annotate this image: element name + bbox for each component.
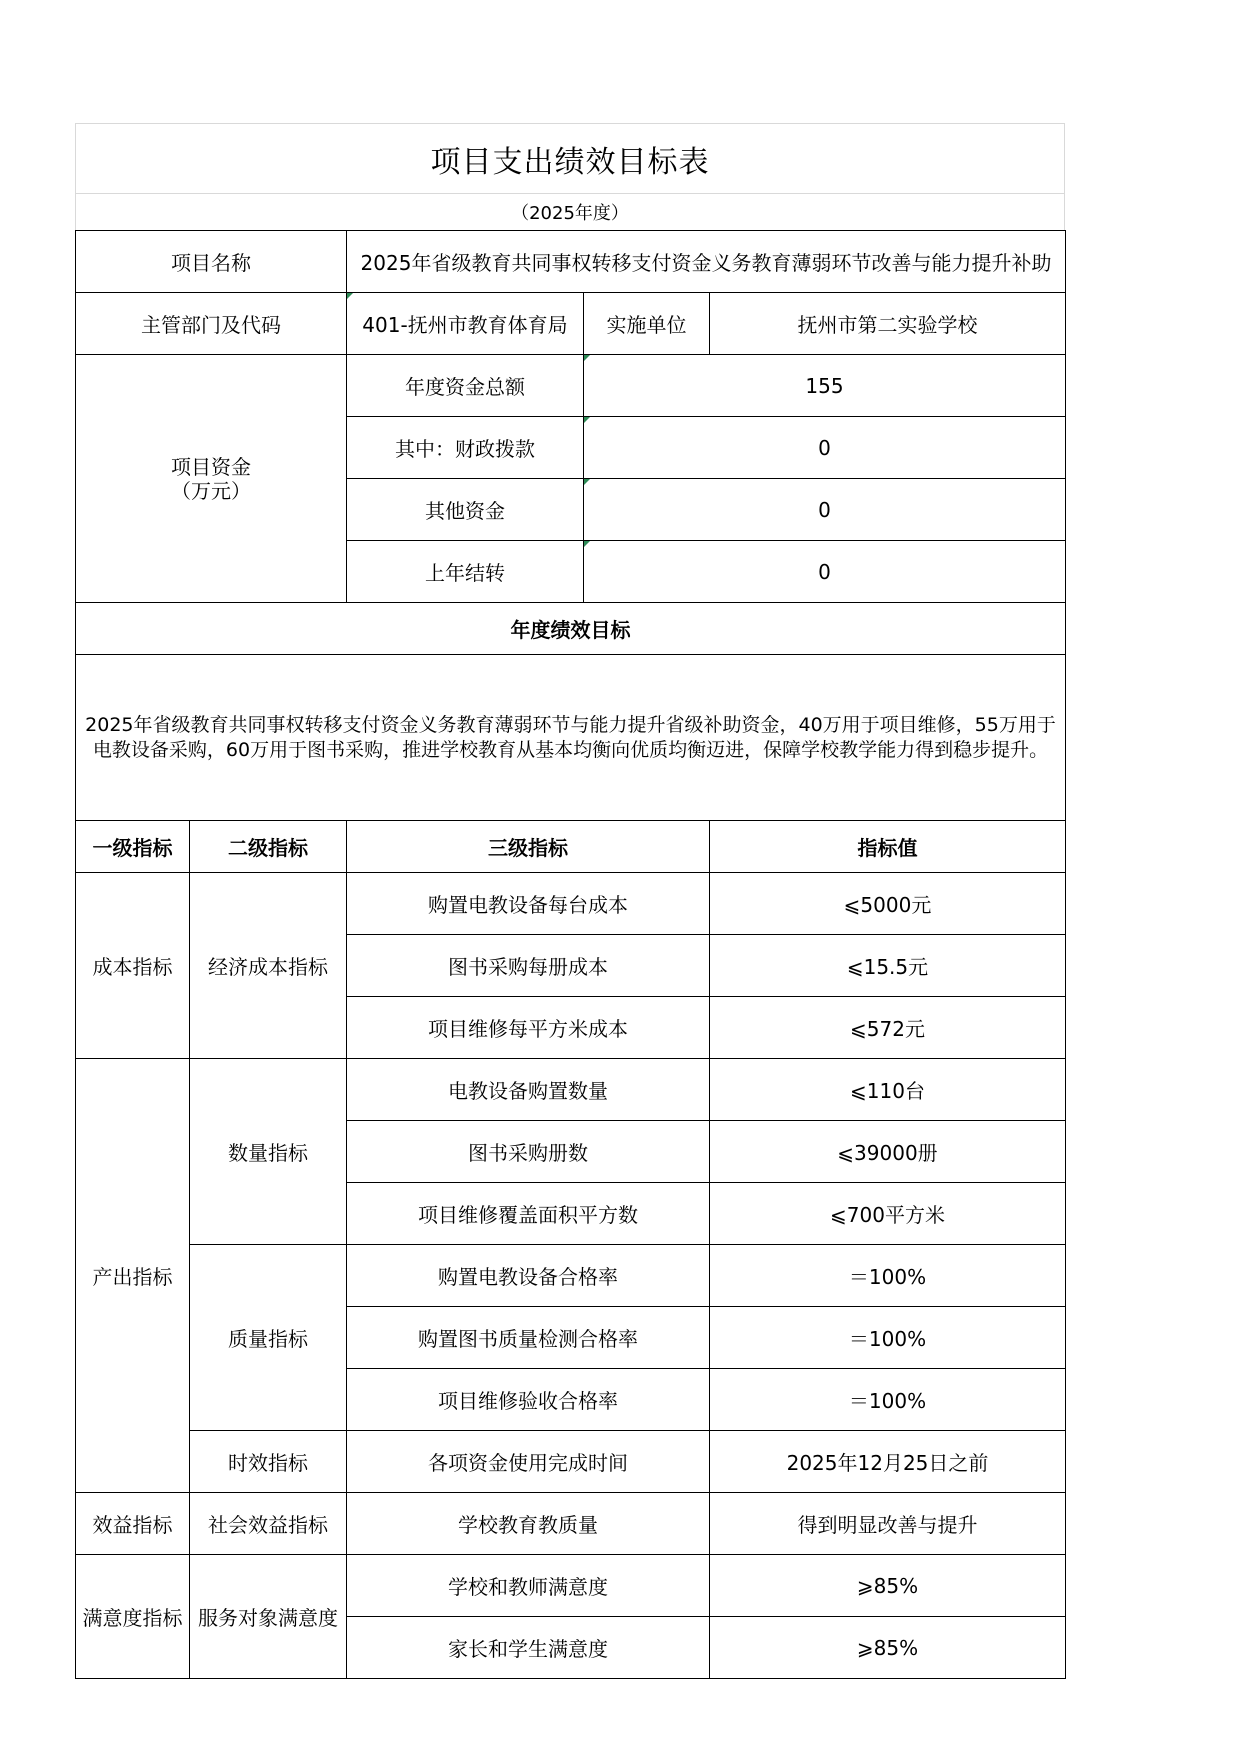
- indicator-header-row: [76, 821, 1066, 873]
- header-level1: 一级指标: [76, 821, 190, 873]
- sheet-year: （2025年度）: [75, 193, 1065, 230]
- table-row: [76, 873, 1066, 935]
- table-row: [76, 1245, 1066, 1307]
- level1-output: 产出指标: [76, 1059, 190, 1493]
- project-name-label: 项目名称: [76, 231, 347, 293]
- indicator-name: 图书采购每册成本: [347, 935, 710, 997]
- indicator-value: 得到明显改善与提升: [710, 1493, 1066, 1555]
- header-level3: 三级指标: [347, 821, 710, 873]
- indicator-value: ＝100%: [710, 1245, 1066, 1307]
- indicator-name: 图书采购册数: [347, 1121, 710, 1183]
- level1-benefit: 效益指标: [76, 1493, 190, 1555]
- fund-label: 年度资金总额: [347, 355, 584, 417]
- dept-value: 401-抚州市教育体育局: [347, 293, 584, 355]
- level1-satisfaction: 满意度指标: [76, 1555, 190, 1679]
- indicator-name: 购置电教设备合格率: [347, 1245, 710, 1307]
- level2-economic-cost: 经济成本指标: [190, 873, 347, 1059]
- indicator-name: 项目维修验收合格率: [347, 1369, 710, 1431]
- unit-label: 实施单位: [584, 293, 710, 355]
- fund-label: 其中：财政拨款: [347, 417, 584, 479]
- indicator-value: ⩽39000册: [710, 1121, 1066, 1183]
- indicator-name: 购置图书质量检测合格率: [347, 1307, 710, 1369]
- level1-cost: 成本指标: [76, 873, 190, 1059]
- level2-service-satisfaction: 服务对象满意度: [190, 1555, 347, 1679]
- indicator-name: 学校教育教质量: [347, 1493, 710, 1555]
- performance-table: [75, 230, 1066, 1679]
- indicator-value: ⩽110台: [710, 1059, 1066, 1121]
- header-value: 指标值: [710, 821, 1066, 873]
- fund-value: 0: [584, 541, 1066, 603]
- indicator-name: 学校和教师满意度: [347, 1555, 710, 1617]
- table-row: [76, 1555, 1066, 1617]
- table-row: [76, 1493, 1066, 1555]
- indicator-name: 购置电教设备每台成本: [347, 873, 710, 935]
- fund-label: 上年结转: [347, 541, 584, 603]
- fund-value: 155: [584, 355, 1066, 417]
- level2-quality: 质量指标: [190, 1245, 347, 1431]
- indicator-value: ⩾85%: [710, 1617, 1066, 1679]
- dept-row: [76, 293, 1066, 355]
- indicator-value: ＝100%: [710, 1307, 1066, 1369]
- performance-target-sheet: [75, 123, 1065, 1679]
- indicator-value: ⩽15.5元: [710, 935, 1066, 997]
- level2-timeliness: 时效指标: [190, 1431, 347, 1493]
- project-name-row: [76, 231, 1066, 293]
- indicator-name: 家长和学生满意度: [347, 1617, 710, 1679]
- goal-header: 年度绩效目标: [76, 603, 1066, 655]
- fund-value: 0: [584, 479, 1066, 541]
- goal-text-row: [76, 655, 1066, 821]
- goal-header-row: [76, 603, 1066, 655]
- project-name-value: 2025年省级教育共同事权转移支付资金义务教育薄弱环节改善与能力提升补助: [347, 231, 1066, 293]
- header-level2: 二级指标: [190, 821, 347, 873]
- sheet-title: 项目支出绩效目标表: [75, 123, 1065, 193]
- table-row: [76, 1059, 1066, 1121]
- goal-text: 2025年省级教育共同事权转移支付资金义务教育薄弱环节与能力提升省级补助资金，40万用于项目维修，55万用于电教设备采购，60万用于图书采购，推进学校教育从基本均衡向优质均衡迈进，保障学校教学能力得到稳步提升。: [76, 655, 1066, 821]
- indicator-value: ⩽700平方米: [710, 1183, 1066, 1245]
- indicator-name: 项目维修每平方米成本: [347, 997, 710, 1059]
- dept-label: 主管部门及代码: [76, 293, 347, 355]
- indicator-value: 2025年12月25日之前: [710, 1431, 1066, 1493]
- table-row: [76, 1431, 1066, 1493]
- indicator-value: ⩽572元: [710, 997, 1066, 1059]
- indicator-name: 各项资金使用完成时间: [347, 1431, 710, 1493]
- indicator-name: 电教设备购置数量: [347, 1059, 710, 1121]
- funds-row: [76, 355, 1066, 417]
- indicator-value: ⩽5000元: [710, 873, 1066, 935]
- funds-label: 项目资金 （万元）: [76, 355, 347, 603]
- indicator-name: 项目维修覆盖面积平方数: [347, 1183, 710, 1245]
- fund-value: 0: [584, 417, 1066, 479]
- level2-quantity: 数量指标: [190, 1059, 347, 1245]
- unit-value: 抚州市第二实验学校: [710, 293, 1066, 355]
- indicator-value: ⩾85%: [710, 1555, 1066, 1617]
- indicator-value: ＝100%: [710, 1369, 1066, 1431]
- fund-label: 其他资金: [347, 479, 584, 541]
- level2-social-benefit: 社会效益指标: [190, 1493, 347, 1555]
